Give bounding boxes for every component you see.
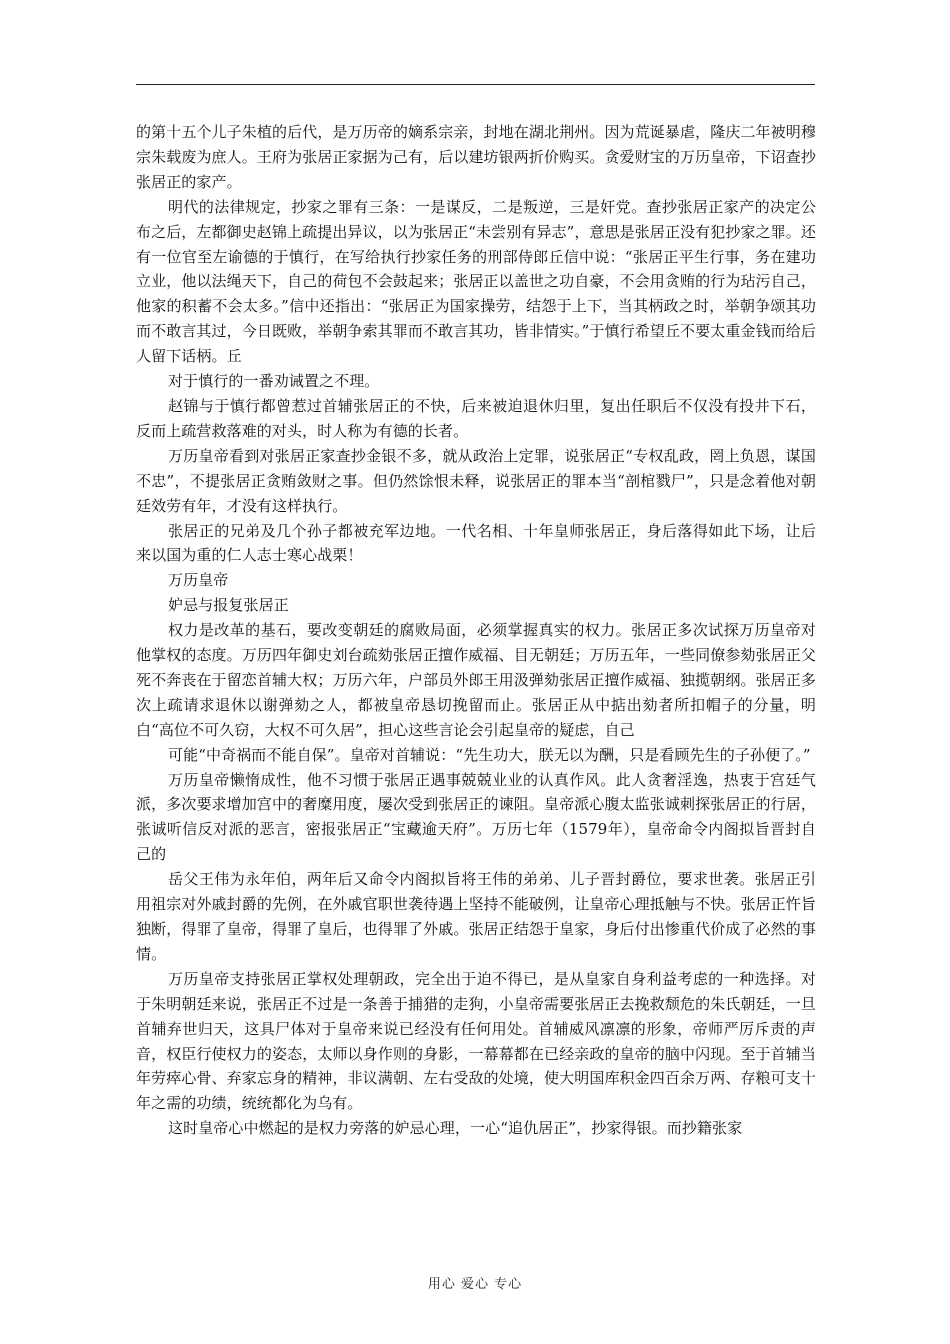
page-footer: 用心 爱心 专心	[427, 1277, 523, 1292]
paragraph: 的第十五个儿子朱植的后代，是万历帝的嫡系宗亲，封地在湖北荆州。因为荒诞暴虐，隆庆二年被明穆宗朱载废为庶人。王府为张居正家据为己有，后以建坊银两折价购买。贪爱财宝的万历皇帝，下诏查抄张居正的家产。	[136, 123, 816, 191]
paragraph: 对于慎行的一番劝诫置之不理。	[168, 372, 380, 391]
paragraph: 万历皇帝看到对张居正家查抄金银不多，就从政治上定罪，说张居正“专权乱政，罔上负恩，谋国不忠”，不提张居正贪贿敛财之事。但仍然馀恨未释，说张居正的罪本当“剖棺戮尸”，只是念着他对朝廷效劳有年，才没有这样执行。	[136, 446, 816, 515]
paragraph: 岳父王伟为永年伯，两年后又命令内阁拟旨将王伟的弟弟、儿子晋封爵位，要求世袭。张居正引用祖宗对外戚封爵的先例，在外戚官职世袭待遇上坚持不能破例，让皇帝心理抵触与不快。张居正忤旨独断，得罪了皇帝，得罪了皇后，也得罪了外戚。张居正结怨于皇家，身后付出惨重代价成了必然的事情。	[136, 870, 816, 963]
paragraph: 万历皇帝懒惰成性，他不习惯于张居正遇事兢兢业业的认真作风。此人贪奢淫逸，热衷于宫廷气派，多次要求增加宫中的奢糜用度，屡次受到张居正的谏阻。皇帝派心腹太监张诚刺探张居正的行居，张诚听信反对派的恶言，密报张居正“宝藏逾天府”。万历七年（1579年），皇帝命令内阁拟旨晋封自己的	[136, 770, 816, 864]
section-heading: 万历皇帝	[168, 571, 229, 590]
document-body	[136, 120, 816, 1141]
header-rule	[136, 84, 815, 85]
section-subheading: 妒忌与报复张居正	[168, 596, 289, 615]
paragraph: 赵锦与于慎行都曾惹过首辅张居正的不快，后来被迫退休归里，复出任职后不仅没有投井下石，反而上疏营救落难的对头，时人称为有德的长者。	[136, 396, 816, 440]
paragraph: 张居正的兄弟及几个孙子都被充军边地。一代名相、十年皇师张居正，身后落得如此下场，让后来以国为重的仁人志士寒心战栗！	[136, 521, 816, 565]
paragraph: 明代的法律规定，抄家之罪有三条：一是谋反，二是叛逆，三是奸党。查抄张居正家产的决定公布之后，左都御史赵锦上疏提出异议，以为张居正“未尝别有异志”，意思是张居正没有犯抄家之罪。还有一位官至左谕德的于慎行，在写给执行抄家任务的刑部侍郎丘信中说：“张居正平生行事，务在建功立业，他以法绳天下，自己的荷包不会鼓起来；张居正以盖世之功自豪，不会用贪贿的行为玷污自己，他家的积蓄不会太多。”信中还指出：“张居正为国家操劳，结怨于上下，当其柄政之时，举朝争颂其功而不敢言其过，今日既败，举朝争索其罪而不敢言其功，皆非情实。”于慎行希望丘不要太重金钱而给后人留下话柄。丘	[136, 197, 816, 366]
paragraph: 权力是改革的基石，要改变朝廷的腐败局面，必须掌握真实的权力。张居正多次试探万历皇帝对他掌权的态度。万历四年御史刘台疏劾张居正擅作威福、目无朝廷；万历五年，一些同僚参劾张居正父死不奔丧在于留恋首辅大权；万历六年，户部员外郎王用汲弹劾张居正擅作威福、独揽朝纲。张居正多次上疏请求退休以谢弹劾之人，都被皇帝恳切挽留而止。张居正从中掂出劾者所扣帽子的分量，明白“高位不可久窃，大权不可久居”，担心这些言论会引起皇帝的疑虑，自己	[136, 621, 816, 739]
paragraph: 可能“中奇祸而不能自保”。皇帝对首辅说：“先生功大，朕无以为酬，只是看顾先生的子孙便了。”	[168, 745, 811, 764]
paragraph: 这时皇帝心中燃起的是权力旁落的妒忌心理，一心“追仇居正”，抄家得银。而抄籍张家	[168, 1119, 743, 1138]
paragraph: 万历皇帝支持张居正掌权处理朝政，完全出于迫不得已，是从皇家自身利益考虑的一种选择。对于朱明朝廷来说，张居正不过是一条善于捕猎的走狗，小皇帝需要张居正去挽救颓危的朱氏朝廷，一旦首辅弃世归天，这具尸体对于皇帝来说已经没有任何用处。首辅威风凛凛的形象，帝师严厉斥责的声音，权臣行使权力的姿态，太师以身作则的身影，一幕幕都在已经亲政的皇帝的脑中闪现。至于首辅当年劳瘁心骨、弃家忘身的精神，非议满朝、左右受敌的处境，使大明国库积金四百余万两、存粮可支十年之需的功绩，统统都化为乌有。	[136, 969, 816, 1113]
